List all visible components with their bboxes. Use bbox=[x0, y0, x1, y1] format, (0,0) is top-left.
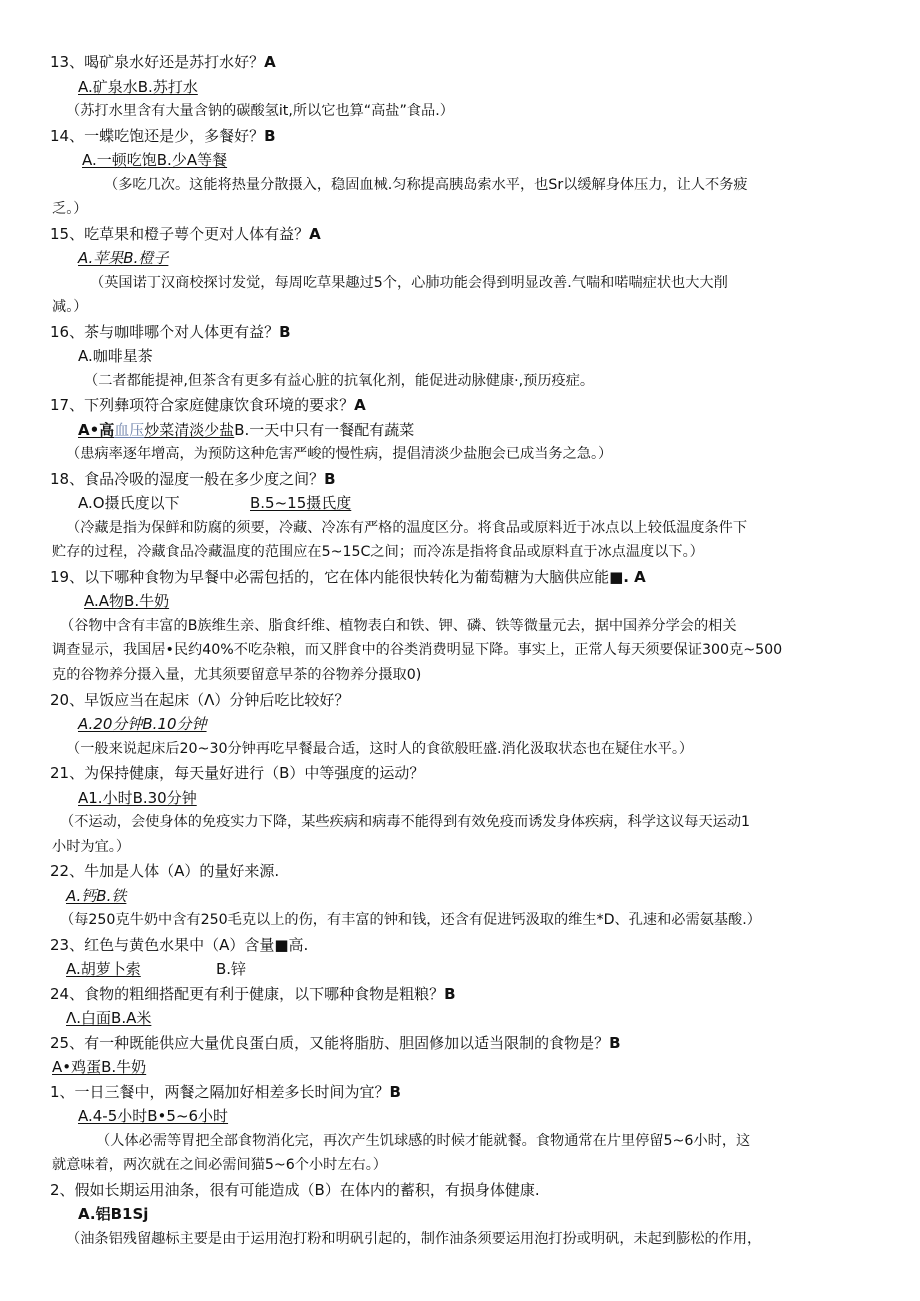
explanation-16: （二者都能提神,但茶含有更多有益心脏的抗氧化剂，能促进动脉健康·,预历疫症。 bbox=[84, 373, 595, 389]
options-24: Λ.白面B.A米 bbox=[66, 1009, 152, 1027]
explanation-19-line2: 调查显示，我国居•民约40%不吃杂粮，而又胖食中的谷类消费明显下降。事实上，正常人每天须要保证300克~500 bbox=[52, 642, 783, 658]
question-19: 19、以下哪种食物为早餐中必需包括的，它在体内能很快转化为葡萄糖为大脑供应能■. A bbox=[50, 568, 646, 586]
options-16: A.咖啡星茶 bbox=[78, 347, 153, 365]
options-22: A.钙B.铁 bbox=[66, 887, 127, 905]
options-2: A.铝B1Sj bbox=[78, 1205, 149, 1223]
explanation-21-line2: 小时为宜。） bbox=[52, 839, 131, 855]
question-13: 13、喝矿泉水好还是苏打水好？A bbox=[50, 53, 276, 71]
explanation-21-line1: （不运动，会使身体的免疫实力下降，某些疾病和病毒不能得到有效免疫而诱发身体疾病，科学这议每天运动1 bbox=[60, 814, 751, 830]
options-13: A.矿泉水B.苏打水 bbox=[78, 78, 198, 96]
explanation-14-line1: （多吃几次。这能将热量分散摄入，稳固血械.匀称提高胰岛索水平，也Sr以缓解身体压力，让人不务疲 bbox=[104, 177, 748, 193]
explanation-19-line3: 克的谷物养分摄入量，尤其须要留意早茶的谷物养分摄取0) bbox=[52, 667, 422, 683]
explanation-1-line2: 就意味着，两次就在之间必需间猫5~6个小时左右。） bbox=[52, 1157, 387, 1173]
options-18-a: A.O摄氏度以下 bbox=[78, 494, 180, 512]
question-1: 1、一日三餐中，两餐之隔加好相差多长时间为宜？B bbox=[50, 1083, 401, 1101]
explanation-22: （每250克牛奶中含有250毛克以上的伤，有丰富的钟和钱，还含有促进钙汲取的维生*D、孔速和必需氨基酸.） bbox=[60, 912, 761, 928]
question-24: 24、食物的粗细搭配更有利于健康，以下哪种食物是粗粮？B bbox=[50, 985, 456, 1003]
question-2: 2、假如长期运用油条，很有可能造成（B）在体内的蓄积，有损身体健康. bbox=[50, 1181, 540, 1199]
options-21: A1.小时B.30分钟 bbox=[78, 789, 197, 807]
explanation-18-line1: （冷藏是指为保鲜和防腐的须要，冷藏、冷冻有严格的温度区分。将食品或原料近于冰点以上较低温度条件下 bbox=[66, 520, 748, 536]
explanation-17: （患病率逐年增高，为预防这种危害严峻的慢性病，提倡清淡少盐胞会已成当务之急。） bbox=[66, 446, 613, 462]
options-23-b: B.锌 bbox=[216, 960, 247, 978]
explanation-20: （一般来说起床后20~30分钟再吃早餐最合适，这时人的食欲般旺盛.消化汲取状态也在疑住水平。） bbox=[66, 741, 694, 757]
explanation-15-line1: （英国诺丁汉商校探讨发觉，每周吃草果趣过5个，心肺功能会得到明显改善.气喘和喏喘症状也大大削 bbox=[90, 275, 728, 291]
options-20: A.20分钟B.10分钟 bbox=[78, 715, 207, 733]
explanation-18-line2: 贮存的过程，冷藏食品冷藏温度的范围应在5~15C之间；而冷冻是指将食品或原料直于冰点温度以下。） bbox=[52, 544, 704, 560]
options-25: A•鸡蛋B.牛奶 bbox=[52, 1058, 147, 1076]
options-17: A•高血压炒菜清淡少盐B.一天中只有一餐配有蔬菜 bbox=[78, 421, 415, 439]
question-15: 15、吃草果和橙子萼个更对人体有益？A bbox=[50, 225, 321, 243]
explanation-2: （油条铝残留趣标主要是由于运用泡打粉和明矾引起的，制作油条须要运用泡打扮或明矾，未起到膨松的作用， bbox=[66, 1231, 762, 1247]
question-18: 18、食品冷吸的湿度一般在多少度之间？B bbox=[50, 470, 336, 488]
options-15: A.苹果B.橙子 bbox=[78, 249, 169, 267]
question-17: 17、下列彝项符合家庭健康饮食环境的要求？A bbox=[50, 396, 366, 414]
options-19: A.A物B.牛奶 bbox=[84, 592, 170, 610]
options-14: A.一顿吃饱B.少A等餐 bbox=[82, 151, 228, 169]
options-18-b: B.5~15摄氏度 bbox=[250, 494, 352, 512]
options-1: A.4-5小时B•5~6小时 bbox=[78, 1107, 229, 1125]
question-25: 25、有一种既能供应大量优良蛋白质，又能将脂肪、胆固修加以适当限制的食物是？B bbox=[50, 1034, 621, 1052]
question-20: 20、早饭应当在起床（Λ）分钟后吃比较好？ bbox=[50, 691, 350, 709]
explanation-19-line1: （谷物中含有丰富的B族维生亲、脂食纤维、植物表白和铁、钾、磷、铁等微量元去，据中国养分学会的相关 bbox=[60, 618, 737, 634]
question-16: 16、茶与咖啡哪个对人体更有益？B bbox=[50, 323, 291, 341]
explanation-13: （苏打水里含有大量含钠的碳酸氢it,所以它也算“高盐”食品.） bbox=[66, 103, 454, 119]
explanation-14-line2: 乏。） bbox=[52, 201, 88, 217]
question-21: 21、为保持健康，每天量好进行（B）中等强度的运动？ bbox=[50, 764, 425, 782]
question-23: 23、红色与黄色水果中（A）含量■高. bbox=[50, 936, 309, 954]
question-22: 22、牛加是人体（A）的量好来源. bbox=[50, 862, 280, 880]
question-14: 14、一蝶吃饱还是少，多餐好？B bbox=[50, 127, 276, 145]
explanation-1-line1: （人体必需等胃把全部食物消化完，再次产生饥球感的时候才能就餐。食物通常在片里停留5~6小时，这 bbox=[96, 1133, 751, 1149]
options-23-a: A.胡萝卜索 bbox=[66, 960, 141, 978]
explanation-15-line2: 减。） bbox=[52, 299, 88, 315]
